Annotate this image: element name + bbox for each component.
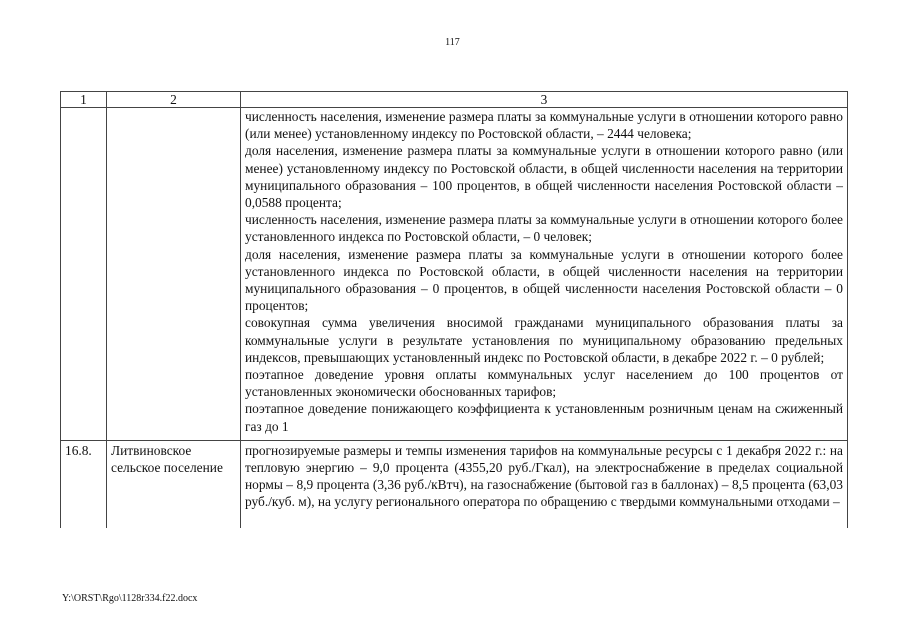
- row2-number: 16.8.: [61, 440, 107, 528]
- paragraph-population-count-above: численность населения, изменение размера платы за коммунальные услуги в отношении которого более установленного индекса по Ростовской области, – 0 человек;: [245, 212, 843, 245]
- row1-name: [107, 108, 241, 441]
- table-row: [61, 440, 848, 528]
- table-header-row: [61, 92, 848, 108]
- paragraph-total-increase: совокупная сумма увеличения вносимой гражданами муниципального образования платы за коммунальные услуги в результате установления по муниципальному образованию предельных индексов, превышающих установленный индекс по Ростовской области, в декабре 2022 г. – 0 рублей;: [245, 315, 843, 365]
- row2-content: [241, 440, 848, 528]
- table-row: [61, 108, 848, 441]
- row1-content: [241, 108, 848, 441]
- paragraph-gas-coefficient: поэтапное доведение понижающего коэффициента к установленным розничным ценам на сжиженный газ до 1: [245, 401, 843, 434]
- document-table: [60, 91, 848, 528]
- paragraph-population-count-equal: численность населения, изменение размера платы за коммунальные услуги в отношении которого равно (или менее) установленному индексу по Ростовской области, – 2444 человека;: [245, 109, 843, 142]
- paragraph-population-share-equal: доля населения, изменение размера платы за коммунальные услуги в отношении которого равно (или менее) установленному индексу по Ростовской области, в общей численности населения на территории муниципального образования – 100 процентов, в общей численности населения Ростовской области – 0,0588 процента;: [245, 143, 843, 211]
- paragraph-population-share-above: доля населения, изменение размера платы за коммунальные услуги в отношении которого более установленного индекса по Ростовской области, в общей численности населения на территории муниципального образования – 0 процентов, в общей численности населения Ростовской области – 0 процентов;: [245, 246, 843, 314]
- file-path-footer: Y:\ORST\Rgo\1128r334.f22.docx: [62, 593, 198, 604]
- header-col-3: 3: [241, 92, 848, 108]
- row1-number: [61, 108, 107, 441]
- page-number: 117: [445, 37, 460, 48]
- header-col-1: 1: [61, 92, 107, 108]
- row2-name: Литвиновское сельское поселение: [107, 440, 241, 528]
- paragraph-tariff-forecast: прогнозируемые размеры и темпы изменения тарифов на коммунальные ресурсы с 1 декабря 2022 г.: на тепловую энергию – 9,0 процента (4355,20 руб./Гкал), на электроснабжение в пределах социальной нормы – 8,9 процента (3,36 руб./кВтч), на газоснабжение (бытовой газ в баллонах) – 8,5 процента (63,03 руб./куб. м), на услугу регионального оператора по обращению с твердыми коммунальными отходами –: [245, 442, 843, 510]
- paragraph-payment-level: поэтапное доведение уровня оплаты коммунальных услуг населением до 100 процентов от установленных экономически обоснованных тарифов;: [245, 367, 843, 400]
- header-col-2: 2: [107, 92, 241, 108]
